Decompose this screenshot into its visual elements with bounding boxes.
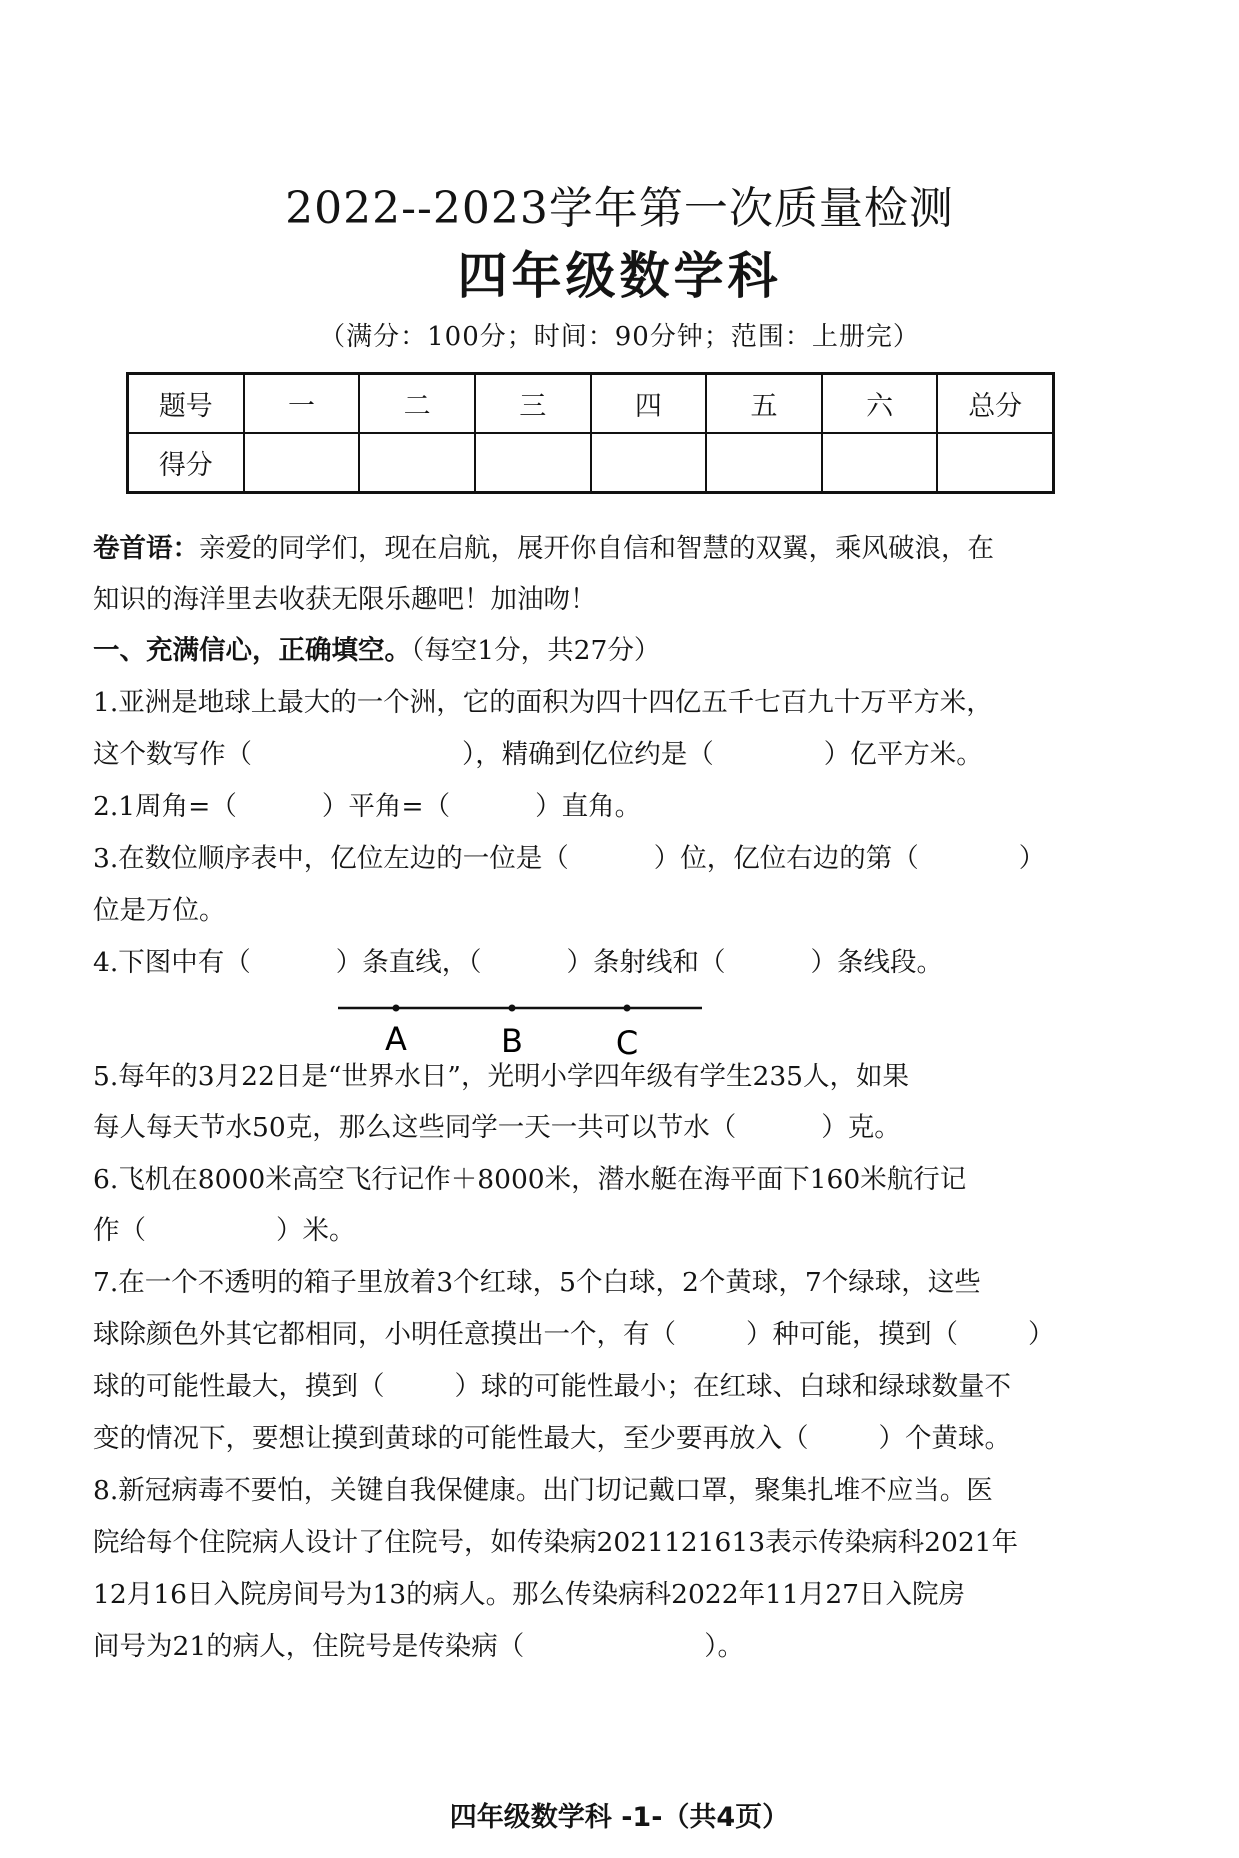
score-blank-cell bbox=[244, 433, 360, 493]
intro-label: 卷首语： bbox=[93, 533, 199, 564]
score-cell: 五 bbox=[706, 374, 822, 434]
q5-text-a: 每人每天节水50克，那么这些同学一天一共可以节水（ bbox=[93, 1112, 737, 1143]
point-a bbox=[393, 1005, 400, 1012]
q7-text-a: 球除颜色外其它都相同，小明任意摸出一个，有（ bbox=[93, 1319, 676, 1350]
q8-text-b: ）。 bbox=[704, 1631, 744, 1662]
score-cell: 六 bbox=[822, 374, 938, 434]
point-b bbox=[509, 1005, 516, 1012]
score-blank-cell bbox=[591, 433, 707, 493]
q3-text-b: ）位，亿位右边的第（ bbox=[653, 843, 919, 874]
q2-text-b: ）平角=（ bbox=[321, 791, 451, 822]
q7-text-g: ）个黄球。 bbox=[878, 1423, 1011, 1454]
question-8-line-4 bbox=[93, 1630, 744, 1664]
q2-text-a: 2.1周角=（ bbox=[93, 791, 237, 822]
score-blank-cell bbox=[706, 433, 822, 493]
q7-text-e: ）球的可能性最小；在红球、白球和绿球数量不 bbox=[454, 1371, 1011, 1402]
q4-text-c: ）条射线和（ bbox=[566, 947, 726, 978]
question-8-line-1: 8.新冠病毒不要怕，关键自我保健康。出门切记戴口罩，聚集扎堆不应当。医 bbox=[93, 1475, 993, 1506]
label-c: C bbox=[615, 1024, 639, 1060]
score-cell: 题号 bbox=[128, 374, 244, 434]
question-8-line-3: 12月16日入院房间号为13的病人。那么传染病科2022年11月27日入院房 bbox=[93, 1579, 966, 1610]
score-row-label: 得分 bbox=[128, 433, 244, 493]
exam-info: （满分：100分；时间：90分钟；范围：上册完） bbox=[319, 322, 920, 352]
page-footer: 四年级数学科 -1-（共4页） bbox=[449, 1802, 790, 1833]
section-1-heading-line bbox=[93, 634, 660, 668]
exam-title: 2022--2023学年第一次质量检测 bbox=[285, 183, 954, 234]
section-1-heading: 一、充满信心，正确填空。 bbox=[93, 635, 411, 666]
question-3-line-2: 位是万位。 bbox=[93, 895, 226, 926]
question-7-line-3 bbox=[93, 1370, 1011, 1404]
question-6-line-1: 6.飞机在8000米高空飞行记作＋8000米，潜水艇在海平面下160米航行记 bbox=[93, 1164, 967, 1195]
q4-text-a: 4.下图中有（ bbox=[93, 947, 251, 978]
question-6-line-2 bbox=[93, 1214, 356, 1248]
label-b: B bbox=[501, 1022, 523, 1060]
q5-text-b: ）克。 bbox=[821, 1112, 901, 1143]
q3-text-c: ） bbox=[1018, 843, 1046, 874]
question-1-line-2 bbox=[93, 738, 983, 772]
question-3-line-1 bbox=[93, 842, 1045, 876]
question-7-line-1: 7.在一个不透明的箱子里放着3个红球，5个白球，2个黄球，7个绿球，这些 bbox=[93, 1267, 981, 1298]
intro-line-2: 知识的海洋里去收获无限乐趣吧！加油吻！ bbox=[93, 584, 597, 615]
intro-line-1 bbox=[93, 532, 994, 566]
subject-title: 四年级数学科 bbox=[457, 247, 782, 305]
question-7-line-4 bbox=[93, 1422, 1011, 1456]
intro-text: 亲爱的同学们，现在启航，展开你自信和智慧的双翼，乘风破浪，在 bbox=[199, 533, 994, 564]
section-1-points: （每空1分，共27分） bbox=[411, 635, 661, 666]
q7-text-c: ） bbox=[1028, 1319, 1055, 1350]
label-a: A bbox=[385, 1020, 407, 1058]
q1-text-c: ）亿平方米。 bbox=[823, 739, 983, 770]
score-blank-cell bbox=[822, 433, 938, 493]
score-cell: 三 bbox=[475, 374, 591, 434]
score-cell: 一 bbox=[244, 374, 360, 434]
score-blank-cell bbox=[475, 433, 591, 493]
question-8-line-2: 院给每个住院病人设计了住院号，如传染病2021121613表示传染病科2021年 bbox=[93, 1527, 1019, 1558]
q6-text-a: 作（ bbox=[93, 1215, 146, 1246]
score-cell: 总分 bbox=[937, 374, 1053, 434]
q7-text-f: 变的情况下，要想让摸到黄球的可能性最大，至少要再放入（ bbox=[93, 1423, 809, 1454]
q2-text-c: ）直角。 bbox=[535, 791, 642, 822]
q4-text-d: ）条线段。 bbox=[810, 947, 944, 978]
q7-text-b: ）种可能，摸到（ bbox=[746, 1319, 958, 1350]
q7-text-d: 球的可能性最大，摸到（ bbox=[93, 1371, 385, 1402]
score-blank-cell bbox=[359, 433, 475, 493]
q6-text-b: ）米。 bbox=[276, 1215, 356, 1246]
score-cell: 二 bbox=[359, 374, 475, 434]
q1-text-b: ），精确到亿位约是（ bbox=[462, 739, 714, 770]
line-figure bbox=[330, 990, 710, 1060]
score-table-header-row bbox=[128, 374, 1054, 434]
score-blank-cell bbox=[937, 433, 1053, 493]
point-c bbox=[624, 1005, 631, 1012]
q8-text-a: 间号为21的病人，住院号是传染病（ bbox=[93, 1631, 525, 1662]
score-table bbox=[126, 372, 1055, 494]
q1-text-a: 这个数写作（ bbox=[93, 739, 252, 770]
score-table-score-row bbox=[128, 433, 1054, 493]
question-5-line-1: 5.每年的3月22日是“世界水日”，光明小学四年级有学生235人，如果 bbox=[93, 1061, 910, 1092]
question-2-line bbox=[93, 790, 641, 824]
q4-text-b: ）条直线，（ bbox=[335, 947, 482, 978]
q3-text-a: 3.在数位顺序表中，亿位左边的一位是（ bbox=[93, 843, 569, 874]
question-7-line-2 bbox=[93, 1318, 1055, 1352]
question-4-line bbox=[93, 946, 943, 980]
score-cell: 四 bbox=[591, 374, 707, 434]
question-5-line-2 bbox=[93, 1111, 901, 1145]
question-1-line-1: 1.亚洲是地球上最大的一个洲，它的面积为四十四亿五千七百九十万平方米， bbox=[93, 687, 993, 718]
